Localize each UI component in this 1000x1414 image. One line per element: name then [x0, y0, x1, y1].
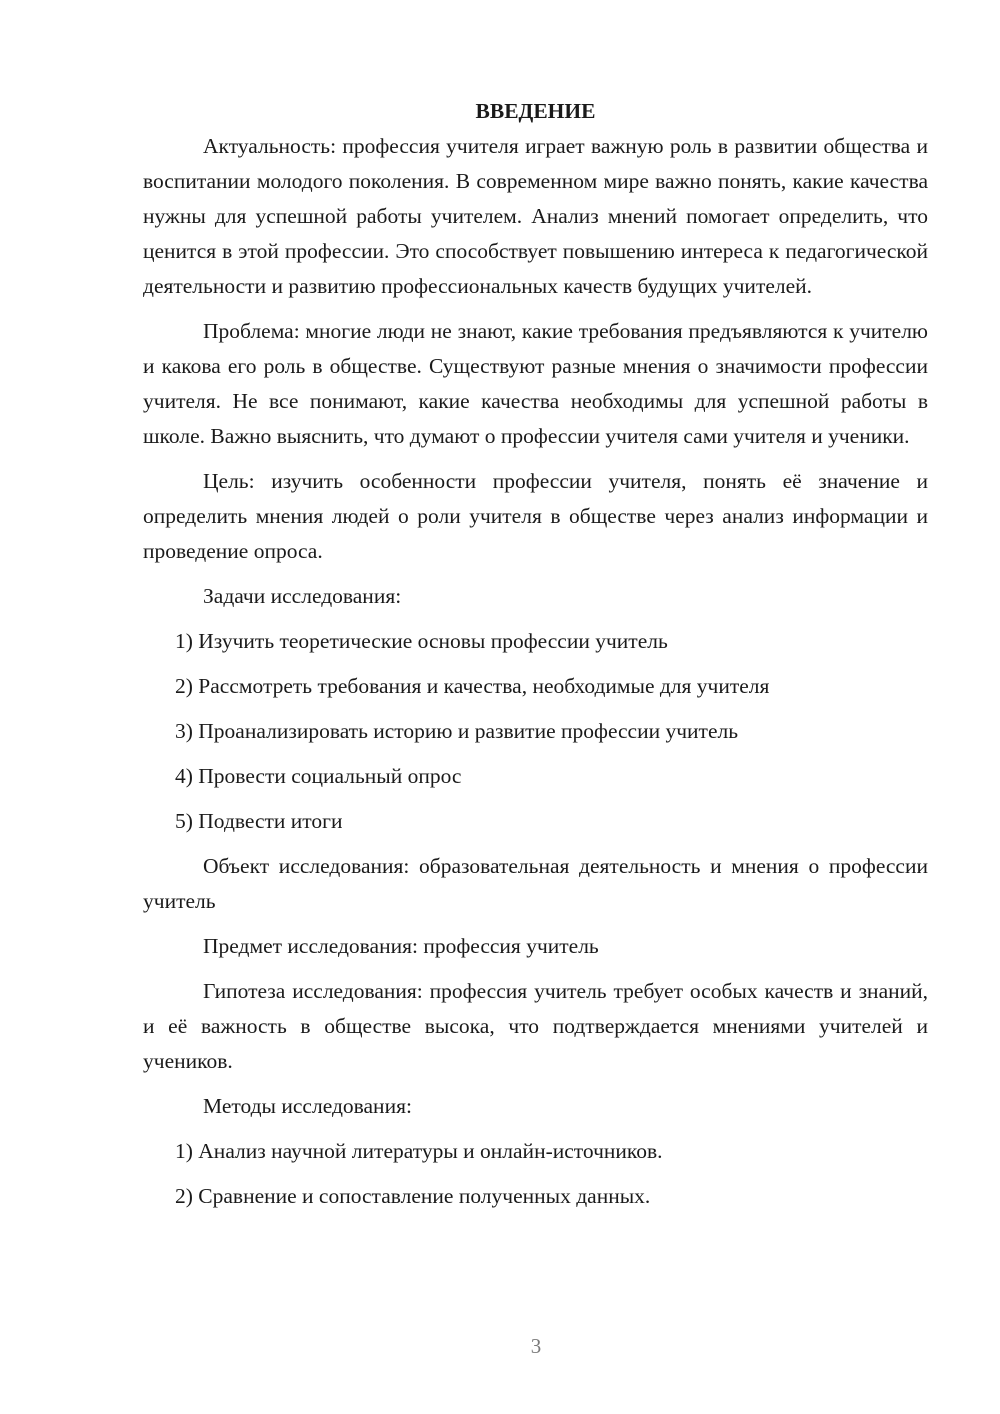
list-item: 4) Провести социальный опрос	[175, 764, 462, 788]
object-paragraph: Объект исследования: образовательная деятельность и мнения о профессии учитель	[143, 854, 928, 913]
problem-paragraph: Проблема: многие люди не знают, какие требования предъявляются к учителю и какова его роль в обществе. Существуют разные мнения о значимости профессии учителя. Не все понимают, какие качества необходимы для успешной работы в школе. Важно выяснить, что думают о профессии учителя сами учителя и ученики.	[143, 319, 928, 448]
hypothesis-paragraph: Гипотеза исследования: профессия учитель требует особых качеств и знаний, и её важность в обществе высока, что подтверждается мнениями учителей и учеников.	[143, 979, 928, 1073]
section-title: ВВЕДЕНИЕ	[475, 99, 596, 123]
list-item: 1) Анализ научной литературы и онлайн-источников.	[175, 1139, 663, 1163]
tasks-list	[143, 624, 928, 839]
list-item: 2) Рассмотреть требования и качества, необходимые для учителя	[175, 674, 770, 698]
list-item: 2) Сравнение и сопоставление полученных данных.	[175, 1184, 651, 1208]
page-content	[143, 94, 928, 1214]
tasks-heading: Задачи исследования:	[203, 584, 402, 608]
page-number: 3	[530, 1334, 542, 1358]
methods-heading: Методы исследования:	[203, 1094, 412, 1118]
list-item: 3) Проанализировать историю и развитие профессии учитель	[175, 719, 739, 743]
list-item: 5) Подвести итоги	[175, 809, 343, 833]
subject-paragraph: Предмет исследования: профессия учитель	[203, 934, 599, 958]
methods-list	[143, 1134, 928, 1214]
relevance-paragraph: Актуальность: профессия учителя играет важную роль в развитии общества и воспитании молодого поколения. В современном мире важно понять, какие качества нужны для успешной работы учителем. Анализ мнений помогает определить, что ценится в этой профессии. Это способствует повышению интереса к педагогической деятельности и развитию профессиональных качеств будущих учителей.	[143, 134, 928, 298]
list-item: 1) Изучить теоретические основы профессии учитель	[175, 629, 668, 653]
goal-paragraph: Цель: изучить особенности профессии учителя, понять её значение и определить мнения людей о роли учителя в обществе через анализ информации и проведение опроса.	[143, 469, 928, 563]
